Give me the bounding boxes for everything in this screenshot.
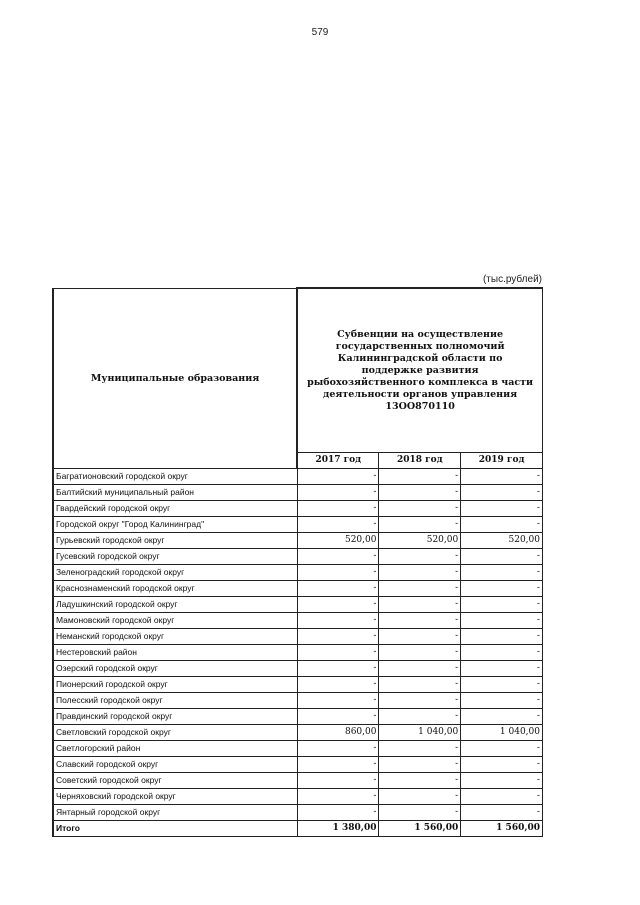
value-cell: -: [297, 757, 379, 773]
value-cell: -: [297, 613, 379, 629]
value-cell: -: [379, 469, 461, 485]
value-cell: -: [379, 549, 461, 565]
municipality-name: Светлогорский район: [53, 741, 297, 757]
value-cell: -: [461, 469, 543, 485]
value-cell: -: [461, 597, 543, 613]
table-row: [53, 469, 543, 485]
table-row: [53, 533, 543, 549]
value-cell: -: [379, 565, 461, 581]
municipality-name: Пионерский городской округ: [53, 677, 297, 693]
table-row: [53, 629, 543, 645]
table-row: [53, 677, 543, 693]
header-year-2019: 2019 год: [461, 453, 543, 469]
total-value-cell: 1 560,00: [379, 821, 461, 837]
value-cell: -: [461, 773, 543, 789]
value-cell: -: [297, 677, 379, 693]
value-cell: -: [461, 709, 543, 725]
municipality-name: Городской округ "Город Калининград": [53, 517, 297, 533]
municipality-name: Полесский городской округ: [53, 693, 297, 709]
table-row: [53, 581, 543, 597]
municipality-name: Балтийский муниципальный район: [53, 485, 297, 501]
table-row: [53, 517, 543, 533]
value-cell: -: [297, 629, 379, 645]
value-cell: 860,00: [297, 725, 379, 741]
municipality-name: Багратионовский городской округ: [53, 469, 297, 485]
table-row: [53, 773, 543, 789]
value-cell: -: [461, 613, 543, 629]
municipality-name: Неманский городской округ: [53, 629, 297, 645]
value-cell: -: [297, 741, 379, 757]
table-row: [53, 789, 543, 805]
value-cell: -: [461, 677, 543, 693]
value-cell: 520,00: [297, 533, 379, 549]
subvention-table: [52, 287, 543, 837]
table-row: [53, 725, 543, 741]
value-cell: -: [461, 581, 543, 597]
value-cell: -: [379, 581, 461, 597]
value-cell: 520,00: [379, 533, 461, 549]
municipality-name: Зеленоградский городской округ: [53, 565, 297, 581]
value-cell: -: [379, 741, 461, 757]
municipality-name: Светловский городской округ: [53, 725, 297, 741]
value-cell: -: [297, 805, 379, 821]
municipality-name: Правдинский городской округ: [53, 709, 297, 725]
total-row: [53, 821, 543, 837]
value-cell: -: [379, 661, 461, 677]
municipality-name: Славский городской округ: [53, 757, 297, 773]
header-municipality: Муниципальные образования: [53, 288, 297, 469]
value-cell: -: [379, 709, 461, 725]
value-cell: -: [461, 485, 543, 501]
value-cell: -: [297, 789, 379, 805]
units-label: (тыс.рублей): [482, 274, 542, 285]
value-cell: -: [297, 581, 379, 597]
municipality-name: Ладушкинский городской округ: [53, 597, 297, 613]
municipality-name: Гусевский городской округ: [53, 549, 297, 565]
header-year-2018: 2018 год: [379, 453, 461, 469]
total-value-cell: 1 380,00: [297, 821, 379, 837]
table-header-row: [53, 288, 543, 453]
table-row: [53, 565, 543, 581]
table-body: [53, 469, 543, 837]
table-row: [53, 549, 543, 565]
value-cell: -: [379, 773, 461, 789]
value-cell: -: [379, 629, 461, 645]
value-cell: -: [379, 517, 461, 533]
value-cell: 1 040,00: [461, 725, 543, 741]
value-cell: -: [379, 693, 461, 709]
table-row: [53, 709, 543, 725]
value-cell: -: [461, 789, 543, 805]
municipality-name: Озерский городской округ: [53, 661, 297, 677]
value-cell: -: [297, 501, 379, 517]
value-cell: -: [461, 517, 543, 533]
header-year-2017: 2017 год: [297, 453, 379, 469]
value-cell: -: [379, 501, 461, 517]
value-cell: -: [297, 773, 379, 789]
municipality-name: Гвардейский городской округ: [53, 501, 297, 517]
value-cell: -: [461, 645, 543, 661]
value-cell: 1 040,00: [379, 725, 461, 741]
municipality-name: Нестеровский район: [53, 645, 297, 661]
value-cell: -: [461, 565, 543, 581]
value-cell: -: [379, 613, 461, 629]
table-row: [53, 805, 543, 821]
value-cell: -: [297, 645, 379, 661]
table-row: [53, 757, 543, 773]
total-label: Итого: [53, 821, 297, 837]
value-cell: -: [297, 597, 379, 613]
value-cell: -: [297, 709, 379, 725]
value-cell: -: [379, 645, 461, 661]
value-cell: -: [461, 741, 543, 757]
municipality-name: Черняховский городской округ: [53, 789, 297, 805]
value-cell: -: [297, 549, 379, 565]
table-row: [53, 613, 543, 629]
page-number: 579: [311, 27, 329, 38]
value-cell: -: [297, 693, 379, 709]
value-cell: -: [379, 485, 461, 501]
table-row: [53, 741, 543, 757]
value-cell: -: [461, 805, 543, 821]
table-row: [53, 693, 543, 709]
value-cell: -: [461, 501, 543, 517]
total-value-cell: 1 560,00: [461, 821, 543, 837]
municipality-name: Янтарный городской округ: [53, 805, 297, 821]
value-cell: -: [461, 693, 543, 709]
municipality-name: Краснознаменский городской округ: [53, 581, 297, 597]
value-cell: -: [379, 789, 461, 805]
value-cell: 520,00: [461, 533, 543, 549]
table-row: [53, 661, 543, 677]
header-subvention-title: Субвенции на осуществление государственных полномочий Калининградской области по поддержке развития рыбохозяйственного комплекса в части деятельности органов управления 13ОО870110: [297, 288, 542, 453]
value-cell: -: [461, 661, 543, 677]
value-cell: -: [297, 469, 379, 485]
value-cell: -: [379, 677, 461, 693]
value-cell: -: [461, 629, 543, 645]
value-cell: -: [461, 757, 543, 773]
value-cell: -: [379, 597, 461, 613]
municipality-name: Советский городской округ: [53, 773, 297, 789]
table-row: [53, 485, 543, 501]
value-cell: -: [297, 565, 379, 581]
value-cell: -: [461, 549, 543, 565]
table-row: [53, 597, 543, 613]
value-cell: -: [297, 661, 379, 677]
value-cell: -: [379, 805, 461, 821]
value-cell: -: [297, 517, 379, 533]
value-cell: -: [379, 757, 461, 773]
table-row: [53, 501, 543, 517]
table-row: [53, 645, 543, 661]
municipality-name: Гурьевский городской округ: [53, 533, 297, 549]
value-cell: -: [297, 485, 379, 501]
municipality-name: Мамоновский городской округ: [53, 613, 297, 629]
